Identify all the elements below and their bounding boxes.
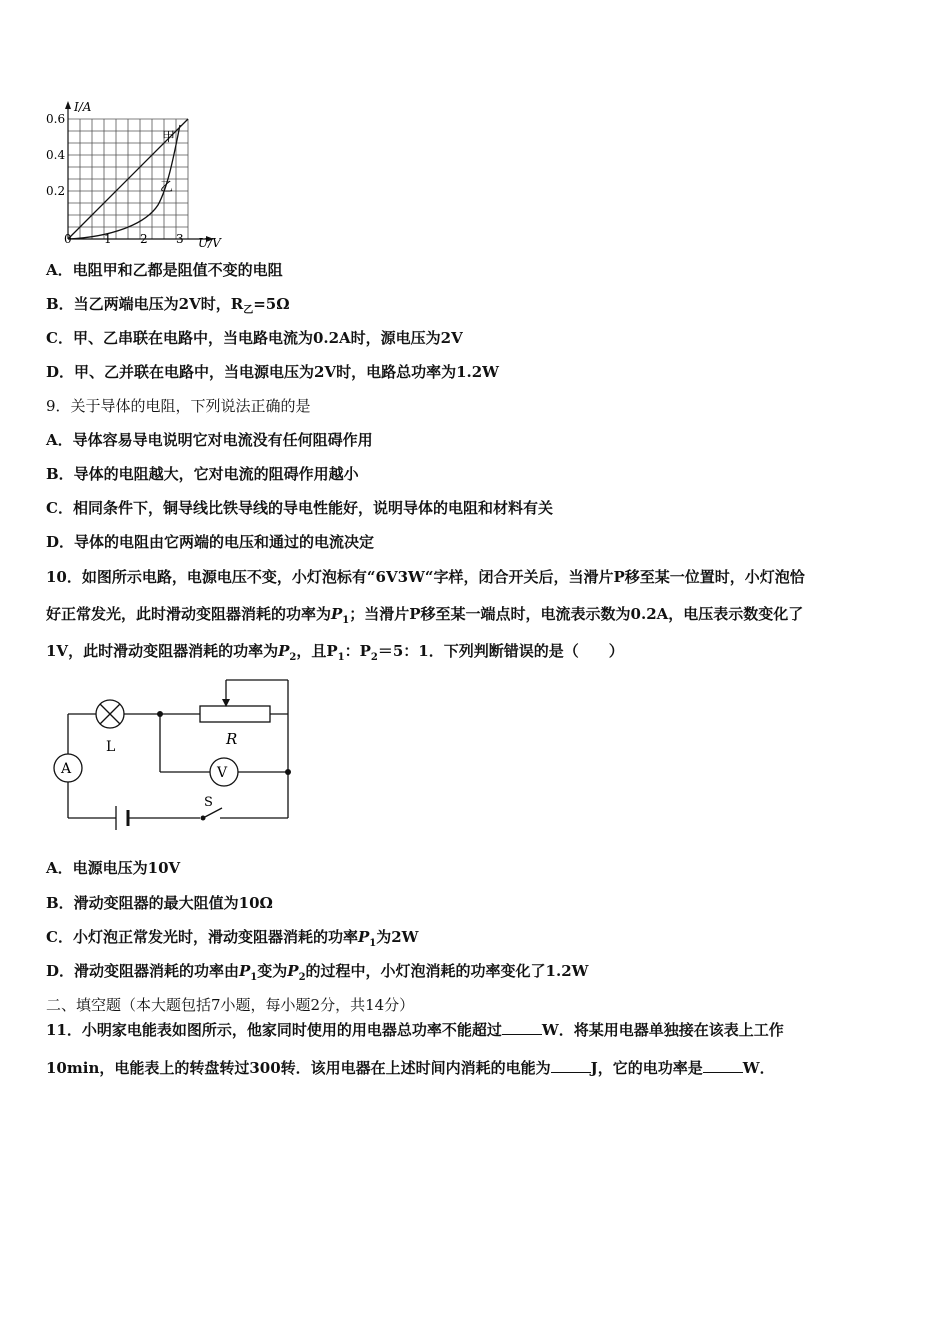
q10-option-b: B．滑动变阻器的最大阻值为10Ω bbox=[46, 894, 273, 912]
q8-option-c: C．甲、乙串联在电路中，当电路电流为0.2A时，源电压为2V bbox=[46, 329, 463, 347]
q10-stem-line1: 10．如图所示电路，电源电压不变，小灯泡标有“6V3W“字样，闭合开关后，当滑片P移至某一位置时，小灯泡恰 bbox=[46, 568, 805, 586]
curve-jia-label: 甲 bbox=[162, 130, 176, 145]
q8-option-a: A．电阻甲和乙都是阻值不变的电阻 bbox=[46, 261, 283, 279]
q9-option-a: A．导体容易导电说明它对电流没有任何阻碍作用 bbox=[46, 431, 373, 449]
x-tick-label: 3 bbox=[176, 232, 184, 246]
ammeter-label: A bbox=[61, 761, 72, 777]
circuit-diagram bbox=[40, 672, 310, 842]
switch-label: S bbox=[204, 795, 213, 810]
y-axis-arrow-icon bbox=[65, 101, 71, 109]
x-tick-label: 1 bbox=[104, 232, 112, 246]
answer-blank[interactable] bbox=[551, 1058, 591, 1073]
x-tick-label: 0 bbox=[64, 232, 72, 246]
answer-blank[interactable] bbox=[502, 1020, 542, 1035]
rheostat-icon bbox=[200, 706, 270, 722]
y-tick-label: 0.6 bbox=[46, 112, 66, 126]
lamp-label: L bbox=[106, 739, 116, 755]
y-tick-label: 0.4 bbox=[46, 148, 66, 162]
y-axis-label: I/A bbox=[74, 100, 92, 114]
q9-option-d: D．导体的电阻由它两端的电压和通过的电流决定 bbox=[46, 533, 375, 551]
answer-blank[interactable] bbox=[703, 1058, 743, 1073]
q8-option-d: D．甲、乙并联在电路中，当电源电压为2V时，电路总功率为1.2W bbox=[46, 363, 500, 381]
q11-line1: 11．小明家电能表如图所示，他家同时使用的用电器总功率不能超过 W．将某用电器单独接在该表上工作 bbox=[46, 1021, 784, 1039]
rheostat-label: R bbox=[226, 730, 238, 748]
curve-yi-label: 乙 bbox=[160, 180, 174, 195]
q9-option-b: B．导体的电阻越大，它对电流的阻碍作用越小 bbox=[46, 465, 359, 483]
x-tick-label: 2 bbox=[140, 232, 148, 246]
q11-line2: 10min，电能表上的转盘转过300转．该用电器在上述时间内消耗的电能为 J，它的电功率是 W． bbox=[46, 1059, 775, 1077]
q10-option-d: D．滑动变阻器消耗的功率由$P_1$变为$P_2$的过程中，小灯泡消耗的功率变化了1.2W bbox=[46, 962, 589, 983]
q8-option-b: B．当乙两端电压为2V时，$R_乙=5\Omega$ bbox=[46, 295, 290, 316]
q10-option-a: A．电源电压为10V bbox=[46, 859, 181, 877]
q10-stem-line3: 1V，此时滑动变阻器消耗的功率为$P_2$，且$P_1$：$P_2=5$：1．下列判断错误的是（ ） bbox=[46, 642, 624, 663]
voltmeter-label: V bbox=[217, 765, 228, 781]
y-tick-label: 0.2 bbox=[46, 184, 66, 198]
section-heading: 二、填空题（本大题包括7小题，每小题2分，共14分） bbox=[46, 996, 415, 1014]
iu-graph bbox=[40, 95, 240, 255]
junction-dot bbox=[157, 711, 163, 717]
x-axis-label: U/V bbox=[198, 236, 221, 250]
q9-stem: 9．关于导体的电阻，下列说法正确的是 bbox=[46, 397, 311, 415]
q10-option-c: C．小灯泡正常发光时，滑动变阻器消耗的功率$P_1$为2W bbox=[46, 928, 419, 949]
lamp-icon bbox=[96, 700, 124, 728]
junction-dot bbox=[285, 769, 291, 775]
q10-stem-line2: 好正常发光，此时滑动变阻器消耗的功率为$P_1$；当滑片P移至某一端点时，电流表示数为0.2A，电压表示数变化了 bbox=[46, 605, 804, 626]
battery-icon bbox=[116, 806, 128, 830]
q9-option-c: C．相同条件下，铜导线比铁导线的导电性能好，说明导体的电阻和材料有关 bbox=[46, 499, 553, 517]
